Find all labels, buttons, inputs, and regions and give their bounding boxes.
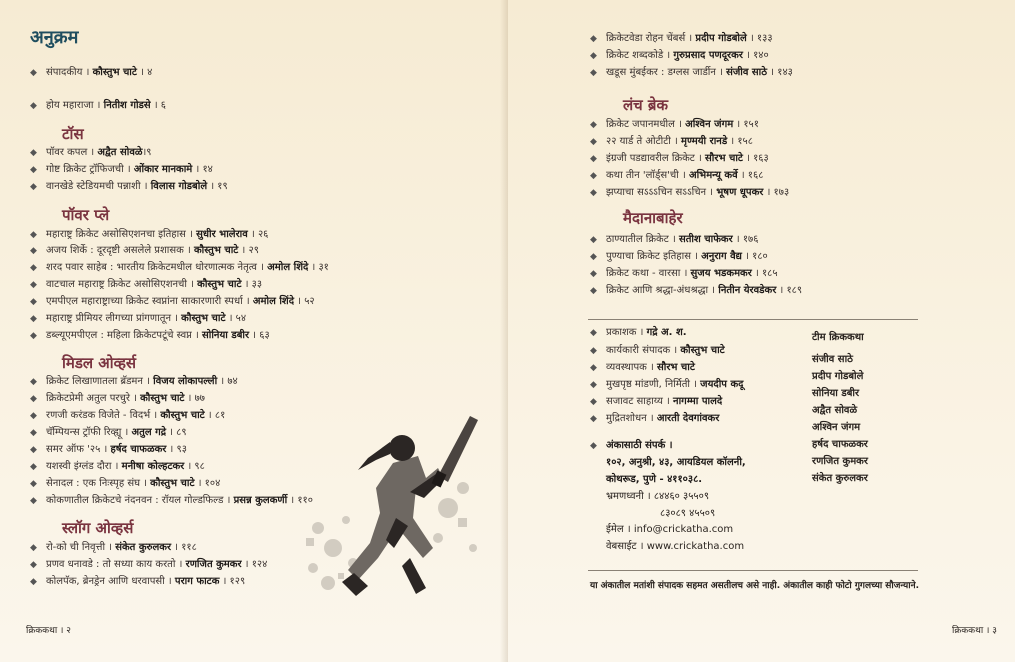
diamond-bullet-icon: ◆ bbox=[30, 280, 37, 290]
toc-entry: ◆ क्रिकेटप्रेमी अतुल परचुरे । कौस्तुभ चाटे । ७७ bbox=[30, 393, 206, 404]
diamond-bullet-icon: ◆ bbox=[590, 68, 597, 78]
diamond-bullet-icon: ◆ bbox=[590, 51, 597, 61]
toc-entry: ◆ पॉवर कपल । अद्वैत सोवळे।९ bbox=[30, 147, 152, 158]
diamond-bullet-icon: ◆ bbox=[30, 560, 37, 570]
toc-entry: ◆ वानखेडे स्टेडियमची पन्नाशी । विलास गोडबोले । १९ bbox=[30, 181, 228, 192]
cricketer-illustration bbox=[298, 408, 488, 608]
contents-heading: अनुक्रम bbox=[30, 27, 79, 48]
diamond-bullet-icon: ◆ bbox=[590, 346, 597, 356]
diamond-bullet-icon: ◆ bbox=[590, 235, 597, 245]
diamond-bullet-icon: ◆ bbox=[30, 297, 37, 307]
diamond-bullet-icon: ◆ bbox=[590, 380, 597, 390]
toc-entry: ◆ क्रिकेट शब्दकोडे । गुरुप्रसाद पणदूरकर । १४० bbox=[590, 50, 769, 61]
toc-entry: ◆ डब्ल्यूएमपीएल : महिला क्रिकेटपटूंचे स्वप्न । सोनिया डबीर । ६३ bbox=[30, 330, 270, 341]
section-heading-middle-overs: मिडल ओव्हर्स bbox=[62, 354, 137, 372]
diamond-bullet-icon: ◆ bbox=[30, 543, 37, 553]
diamond-bullet-icon: ◆ bbox=[590, 188, 597, 198]
diamond-bullet-icon: ◆ bbox=[590, 414, 597, 424]
diamond-bullet-icon: ◆ bbox=[590, 441, 597, 451]
toc-entry: ◆ इंग्रजी पडद्यावरील क्रिकेट । सौरभ चाटे । १६३ bbox=[590, 153, 769, 164]
toc-entry: ◆ कोकणातील क्रिकेटचे नंदनवन : रॉयल गोल्डफिल्ड । प्रसन्न कुलकर्णी । ११० bbox=[30, 495, 313, 506]
diamond-bullet-icon: ◆ bbox=[30, 314, 37, 324]
diamond-bullet-icon: ◆ bbox=[30, 411, 37, 421]
toc-entry: ◆ क्रिकेट आणि श्रद्धा-अंधश्रद्धा । नितीन येरवडेकर । १८९ bbox=[590, 285, 803, 296]
toc-entry: ◆ महाराष्ट्र क्रिकेट असोसिएशनचा इतिहास । सुधीर भालेराव । २६ bbox=[30, 229, 269, 240]
toc-entry: ◆ झप्याचा सऽऽऽचिन सऽऽचिन । भूषण धूपकर । १७३ bbox=[590, 187, 790, 198]
toc-entry: ◆ कोलपॅक, ब्रेनड्रेन आणि धरवापसी । पराग फाटक । १२९ bbox=[30, 576, 246, 587]
contact-address: कोथरूड, पुणे - ४११०३८. bbox=[606, 474, 703, 485]
toc-entry: ◆ ठाण्यातील क्रिकेट । सतीश चाफेकर । १७६ bbox=[590, 234, 759, 245]
contact-address: १०२, अनुश्री, ४३, आयडियल कॉलनी, bbox=[606, 457, 746, 468]
diamond-bullet-icon: ◆ bbox=[590, 269, 597, 279]
credit-line: ◆ मुद्रितशोधन । आरती देवगांवकर bbox=[590, 413, 720, 424]
contact-label: ◆ अंकासाठी संपर्क । bbox=[590, 440, 673, 451]
diamond-bullet-icon: ◆ bbox=[590, 252, 597, 262]
diamond-bullet-icon: ◆ bbox=[590, 171, 597, 181]
diamond-bullet-icon: ◆ bbox=[590, 120, 597, 130]
section-heading-power-play: पॉवर प्ले bbox=[62, 206, 110, 224]
diamond-bullet-icon: ◆ bbox=[30, 377, 37, 387]
team-title: टीम क्रिककथा bbox=[812, 332, 864, 343]
toc-entry: ◆ चॅम्पियन्स ट्रॉफी रिव्ह्यू । अतुल गद्रे । ८९ bbox=[30, 427, 187, 438]
diamond-bullet-icon: ◆ bbox=[30, 462, 37, 472]
team-member: सोनिया डबीर bbox=[812, 388, 860, 399]
diamond-bullet-icon: ◆ bbox=[30, 230, 37, 240]
diamond-bullet-icon: ◆ bbox=[30, 445, 37, 455]
diamond-bullet-icon: ◆ bbox=[30, 577, 37, 587]
team-member: संकेत कुरुलकर bbox=[812, 473, 868, 484]
toc-entry: ◆ कथा तीन 'लॉर्ड्स'ची । अभिमन्यू कर्वे । १६८ bbox=[590, 170, 764, 181]
toc-entry: ◆ रो-को ची निवृत्ती । संकेत कुरुलकर । ११८ bbox=[30, 542, 197, 553]
diamond-bullet-icon: ◆ bbox=[30, 428, 37, 438]
toc-entry: ◆ रणजी करंडक विजेते - विदर्भ । कौस्तुभ चाटे । ८१ bbox=[30, 410, 226, 421]
contact-website: वेबसाईट । www.crickatha.com bbox=[606, 541, 745, 552]
toc-entry: ◆ महाराष्ट्र प्रीमियर लीगच्या प्रांगणातून । कौस्तुभ चाटे । ५४ bbox=[30, 313, 247, 324]
section-heading-slog-overs: स्लॉग ओव्हर्स bbox=[62, 519, 134, 537]
diamond-bullet-icon: ◆ bbox=[30, 68, 37, 78]
team-member: अश्विन जंगम bbox=[812, 422, 861, 433]
diamond-bullet-icon: ◆ bbox=[30, 182, 37, 192]
toc-entry: ◆ यशस्वी इंग्लंड दौरा । मनीषा कोल्हटकर । ९८ bbox=[30, 461, 205, 472]
disclaimer: या अंकातील मतांशी संपादक सहमत असतीलच असे नाही. अंकातील काही फोटो गुगलच्या सौजन्याने. bbox=[590, 581, 920, 591]
diamond-bullet-icon: ◆ bbox=[30, 479, 37, 489]
toc-entry: ◆ सेनादल : एक निःस्पृह संघ । कौस्तुभ चाटे । १०४ bbox=[30, 478, 221, 489]
toc-entry: ◆ खडूस मुंबईकर : डग्लस जार्डीन । संजीव साठे । १४३ bbox=[590, 67, 793, 78]
toc-entry: ◆ एमपीएल महाराष्ट्राच्या क्रिकेट स्वप्नांना साकारणारी स्पर्धा । अमोल शिंदे । ५२ bbox=[30, 296, 315, 307]
diamond-bullet-icon: ◆ bbox=[30, 246, 37, 256]
credit-line: ◆ सजावट साहाय्य । नागम्मा पालदे bbox=[590, 396, 723, 407]
contact-phone: भ्रमणध्वनी । ८४४६० ३५५०९ bbox=[606, 491, 710, 502]
team-member: हर्षद चाफळकर bbox=[812, 439, 868, 450]
page-footer-left: क्रिककथा । २ bbox=[26, 626, 71, 636]
toc-entry: ◆ क्रिकेट लिखाणातला ब्रॅडमन । विजय लोकापल्ली । ७४ bbox=[30, 376, 238, 387]
section-heading-lunch-break: लंच ब्रेक bbox=[623, 96, 669, 114]
toc-entry: ◆ क्रिकेटवेडा रोहन चेंबर्स । प्रदीप गोडबोले । १३३ bbox=[590, 33, 773, 44]
diamond-bullet-icon: ◆ bbox=[590, 328, 597, 338]
team-member: रणजित कुमकर bbox=[812, 456, 868, 467]
credit-line: ◆ व्यवस्थापक । सौरभ चाटे bbox=[590, 362, 695, 373]
diamond-bullet-icon: ◆ bbox=[30, 101, 37, 111]
contact-phone: ८३०८९ ४५५०९ bbox=[660, 508, 716, 519]
page-footer-right: क्रिककथा । ३ bbox=[952, 626, 997, 636]
contact-email: ईमेल । info@crickatha.com bbox=[606, 524, 734, 535]
divider-line bbox=[588, 319, 918, 320]
toc-entry: ◆ वाटचाल महाराष्ट्र क्रिकेट असोसिएशनची । कौस्तुभ चाटे । ३३ bbox=[30, 279, 263, 290]
toc-entry: ◆ २२ यार्ड ते ओटीटी । मृण्मयी रानडे । १५८ bbox=[590, 136, 753, 147]
diamond-bullet-icon: ◆ bbox=[590, 363, 597, 373]
team-member: अद्वैत सोवळे bbox=[812, 405, 858, 416]
diamond-bullet-icon: ◆ bbox=[590, 286, 597, 296]
right-page bbox=[508, 0, 1015, 662]
section-heading-toss: टॉस bbox=[62, 125, 84, 143]
toc-entry: ◆ प्रणव धनावडे : तो सध्या काय करतो । रणजित कुमकर । १२४ bbox=[30, 559, 268, 570]
toc-entry: ◆ शरद पवार साहेब : भारतीय क्रिकेटमधील धोरणात्मक नेतृत्व । अमोल शिंदे । ३१ bbox=[30, 262, 329, 273]
diamond-bullet-icon: ◆ bbox=[30, 148, 37, 158]
toc-entry: ◆ गोष्ट क्रिकेट ट्रॉफिजची । ओंकार मानकामे । १४ bbox=[30, 164, 213, 175]
diamond-bullet-icon: ◆ bbox=[590, 154, 597, 164]
credit-line: ◆ प्रकाशक । गद्रे अ. श. bbox=[590, 327, 687, 338]
diamond-bullet-icon: ◆ bbox=[590, 34, 597, 44]
toc-entry: ◆ होय महाराजा । नितीश गोडसे । ६ bbox=[30, 100, 167, 111]
diamond-bullet-icon: ◆ bbox=[590, 397, 597, 407]
section-heading-outside-ground: मैदानाबाहेर bbox=[623, 209, 683, 227]
team-member: प्रदीप गोडबोले bbox=[812, 371, 864, 382]
diamond-bullet-icon: ◆ bbox=[30, 263, 37, 273]
toc-entry: ◆ समर ऑफ '२५ । हर्षद चाफळकर । ९३ bbox=[30, 444, 187, 455]
diamond-bullet-icon: ◆ bbox=[30, 165, 37, 175]
toc-entry: ◆ संपादकीय । कौस्तुभ चाटे । ४ bbox=[30, 67, 153, 78]
divider-line bbox=[588, 570, 918, 571]
diamond-bullet-icon: ◆ bbox=[30, 496, 37, 506]
toc-entry: ◆ क्रिकेट कथा - वारसा । सुजय भडकमकर । १८५ bbox=[590, 268, 778, 279]
diamond-bullet-icon: ◆ bbox=[30, 331, 37, 341]
diamond-bullet-icon: ◆ bbox=[30, 394, 37, 404]
toc-entry: ◆ क्रिकेट जपानमधील । अश्विन जंगम । १५१ bbox=[590, 119, 759, 130]
team-member: संजीव साठे bbox=[812, 354, 853, 365]
credit-line: ◆ मुखपृष्ठ मांडणी, निर्मिती । जयदीप कदू bbox=[590, 379, 744, 390]
toc-entry: ◆ अजय शिर्के : दूरदृष्टी असलेले प्रशासक । कौस्तुभ चाटे । २९ bbox=[30, 245, 259, 256]
toc-entry: ◆ पुण्याचा क्रिकेट इतिहास । अनुराग वैद्य । १८० bbox=[590, 251, 768, 262]
diamond-bullet-icon: ◆ bbox=[590, 137, 597, 147]
credit-line: ◆ कार्यकारी संपादक । कौस्तुभ चाटे bbox=[590, 345, 725, 356]
